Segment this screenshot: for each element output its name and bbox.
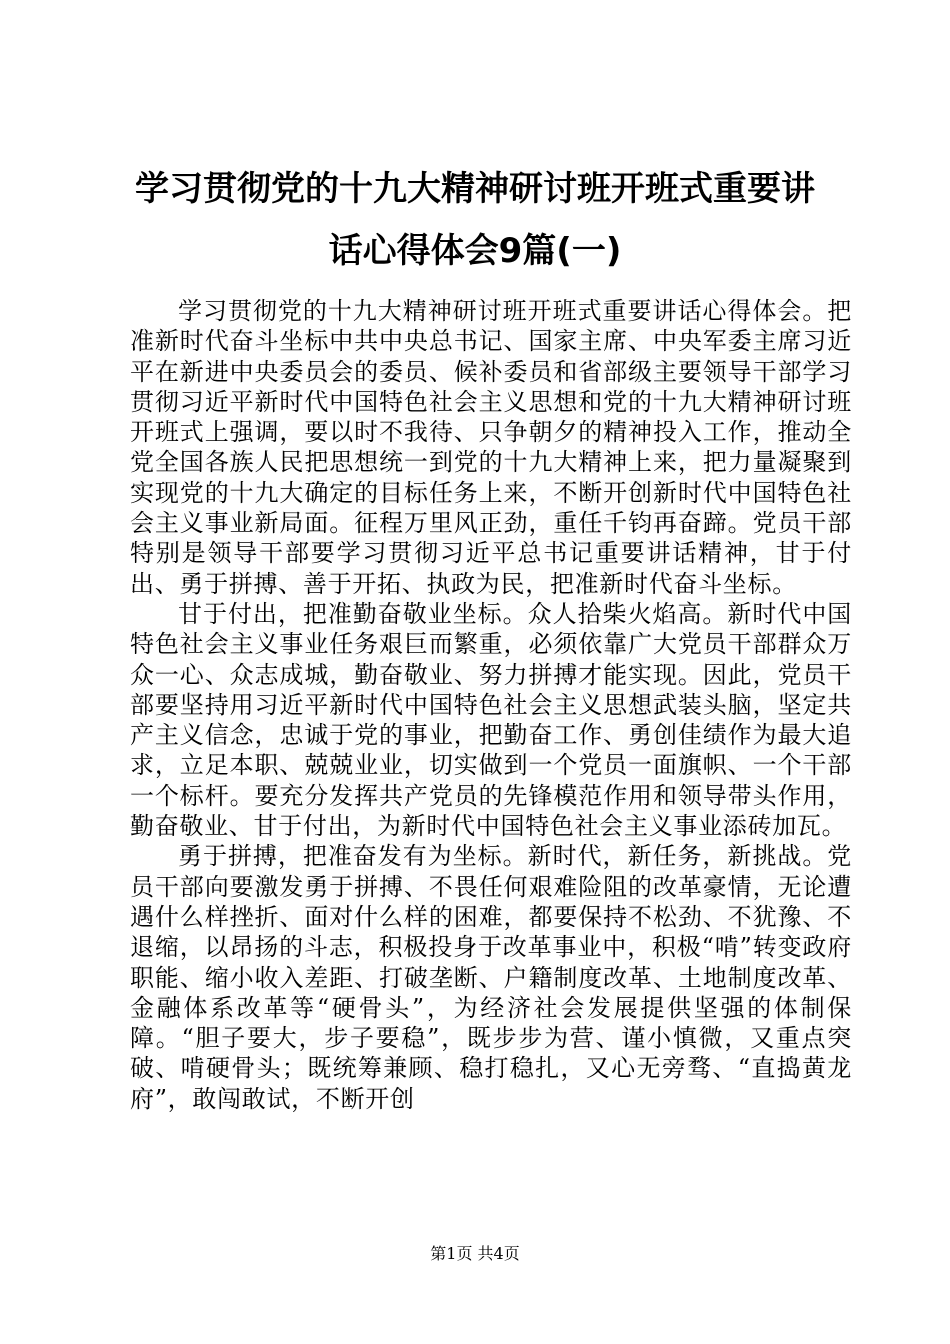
paragraph-2: 甘于付出，把准勤奋敬业坐标。众人拾柴火焰高。新时代中国特色社会主义事业任务艰巨而繁重，必须依靠广大党员干部群众万众一心、众志成城，勤奋敬业、努力拼搏才能实现。因此，党员干部要坚持用习近平新时代中国特色社会主义思想武装头脑，坚定共产主义信念，忠诚于党的事业，把勤奋工作、勇创佳绩作为最大追求，立足本职、兢兢业业，切实做到一个党员一面旗帜、一个干部一个标杆。要充分发挥共产党员的先锋模范作用和领导带头作用，勤奋敬业、甘于付出，为新时代中国特色社会主义事业添砖加瓦。 [130, 599, 852, 841]
document-title [110, 158, 840, 282]
paragraph-1: 学习贯彻党的十九大精神研讨班开班式重要讲话心得体会。把准新时代奋斗坐标中共中央总书记、国家主席、中央军委主席习近平在新进中央委员会的委员、候补委员和省部级主要领导干部学习贯彻习近平新时代中国特色社会主义思想和党的十九大精神研讨班开班式上强调，要以时不我待、只争朝夕的精神投入工作，推动全党全国各族人民把思想统一到党的十九大精神上来，把力量凝聚到实现党的十九大确定的目标任务上来，不断开创新时代中国特色社会主义事业新局面。征程万里风正劲，重任千钧再奋蹄。党员干部特别是领导干部要学习贯彻习近平总书记重要讲话精神，甘于付出、勇于拼搏、善于开拓、执政为民，把准新时代奋斗坐标。 [130, 297, 852, 598]
page-number-footer: 第1页 共4页 [430, 1244, 520, 1263]
title-line-2: 话心得体会9篇(一) [328, 231, 622, 271]
document-body [130, 296, 852, 1114]
title-line-1: 学习贯彻党的十九大精神研讨班开班式重要讲 [135, 169, 815, 209]
paragraph-3: 勇于拼搏，把准奋发有为坐标。新时代，新任务，新挑战。党员干部向要激发勇于拼搏、不畏任何艰难险阻的改革豪情，无论遭遇什么样挫折、面对什么样的困难，都要保持不松劲、不犹豫、不退缩，以昂扬的斗志，积极投身于改革事业中，积极“啃”转变政府职能、缩小收入差距、打破垄断、户籍制度改革、土地制度改革、金融体系改革等“硬骨头”，为经济社会发展提供坚强的体制保障。“胆子要大，步子要稳”，既步步为营、谨小慎微，又重点突破、啃硬骨头；既统筹兼顾、稳打稳扎，又心无旁骛、“直捣黄龙府”，敢闯敢试，不断开创 [130, 842, 852, 1113]
